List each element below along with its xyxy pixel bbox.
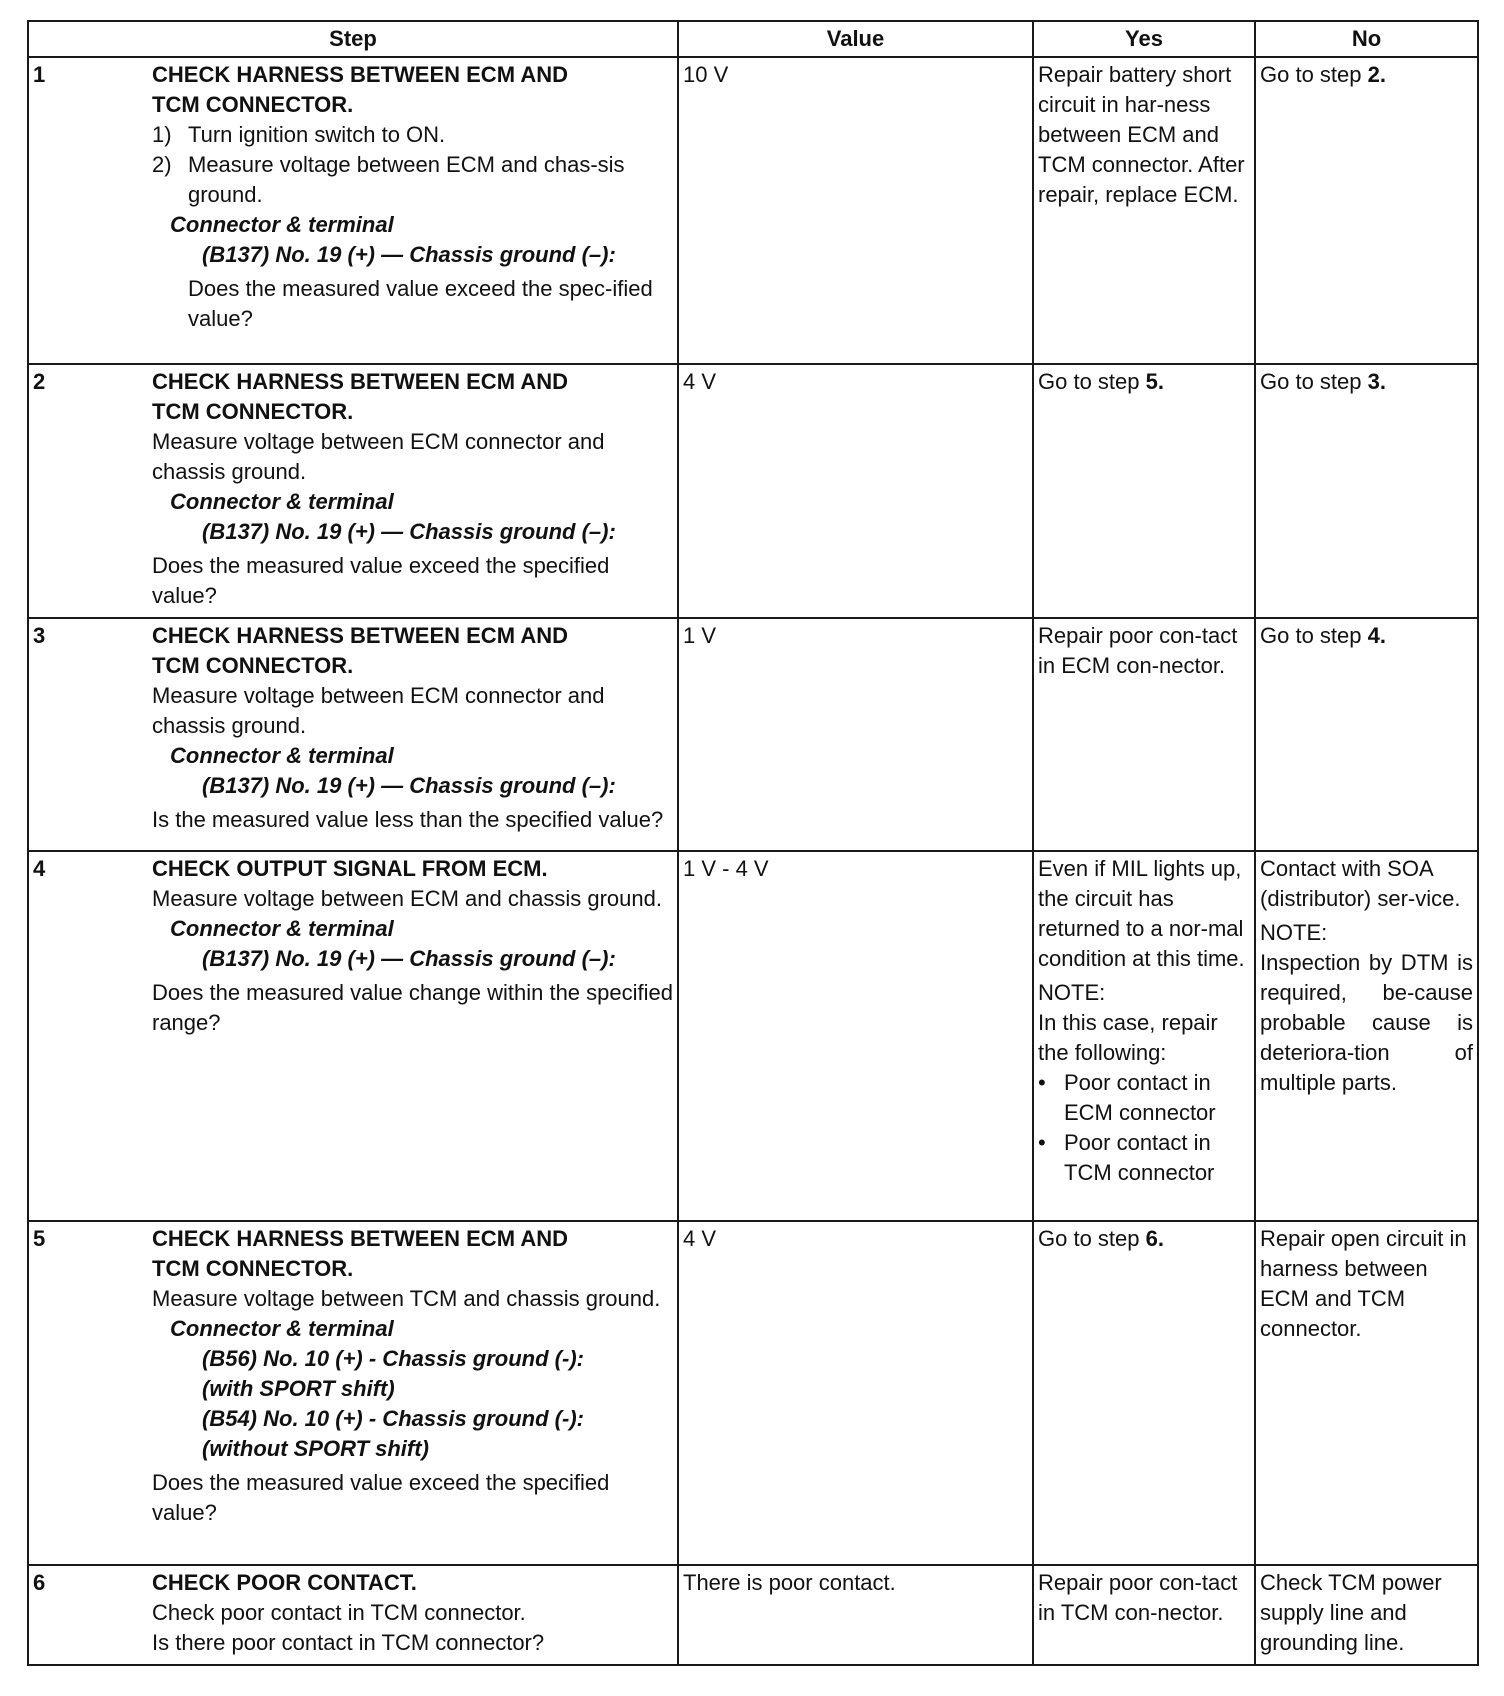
no-cell xyxy=(1255,618,1478,851)
step-number: 4 xyxy=(28,851,148,1221)
step-title-cont: TCM CONNECTOR. xyxy=(152,1256,354,1281)
step-question: Does the measured value change within the specified range? xyxy=(152,980,673,1035)
step-cell xyxy=(148,618,678,851)
note-text: Inspection by DTM is required, be-cause probable cause is deteriora-tion of multiple parts. xyxy=(1260,950,1473,1095)
value-cell: 4 V xyxy=(678,364,1033,618)
connector-terminal-spec: (B56) No. 10 (+) - Chassis ground (-): xyxy=(202,1346,584,1371)
step-title-cont: TCM CONNECTOR. xyxy=(152,653,354,678)
yes-text: Go to step xyxy=(1038,369,1146,394)
yes-cell: Repair poor con-tact in ECM con-nector. xyxy=(1033,618,1255,851)
diagnostic-table xyxy=(27,20,1479,1666)
value-cell: 4 V xyxy=(678,1221,1033,1565)
step-cell xyxy=(148,57,678,364)
step-number: 5 xyxy=(28,1221,148,1565)
connector-terminal-heading: Connector & terminal xyxy=(170,743,394,768)
value-cell: 10 V xyxy=(678,57,1033,364)
list-item-text: Poor contact in ECM connector xyxy=(1064,1070,1216,1125)
step-title: CHECK OUTPUT SIGNAL FROM ECM. xyxy=(152,856,548,881)
step-question: Is there poor contact in TCM connector? xyxy=(152,1630,545,1655)
step-question: Does the measured value exceed the specified value? xyxy=(152,553,610,608)
step-instruction: Measure voltage between ECM connector and chassis ground. xyxy=(152,683,605,738)
table-row xyxy=(28,57,1478,364)
step-reference: 3. xyxy=(1367,369,1386,394)
step-title: CHECK HARNESS BETWEEN ECM AND xyxy=(152,1226,568,1251)
step-reference: 6. xyxy=(1145,1226,1164,1251)
step-title: CHECK HARNESS BETWEEN ECM AND xyxy=(152,369,568,394)
yes-cell: Repair poor con-tact in TCM con-nector. xyxy=(1033,1565,1255,1665)
column-header-no: No xyxy=(1255,21,1478,57)
connector-terminal-heading: Connector & terminal xyxy=(170,212,394,237)
step-title: CHECK HARNESS BETWEEN ECM AND xyxy=(152,62,568,87)
connector-terminal-spec: (B137) No. 19 (+) — Chassis ground (–): xyxy=(202,519,616,544)
step-number: 6 xyxy=(28,1565,148,1665)
item-text: Turn ignition switch to ON. xyxy=(188,122,446,147)
no-cell xyxy=(1255,851,1478,1221)
column-header-value: Value xyxy=(678,21,1033,57)
step-number: 1 xyxy=(28,57,148,364)
connector-terminal-heading: Connector & terminal xyxy=(170,916,394,941)
note-label: NOTE: xyxy=(1038,980,1106,1005)
bullet-icon: • xyxy=(1038,1070,1046,1095)
list-item xyxy=(1038,1128,1250,1188)
connector-terminal-heading: Connector & terminal xyxy=(170,489,394,514)
value-cell: 1 V - 4 V xyxy=(678,851,1033,1221)
step-question: Does the measured value exceed the spec-ified value? xyxy=(188,276,653,331)
step-instruction: Measure voltage between ECM connector and chassis ground. xyxy=(152,429,605,484)
step-cell xyxy=(148,1565,678,1665)
list-item xyxy=(1038,1068,1250,1128)
table-row xyxy=(28,618,1478,851)
step-instruction: Measure voltage between ECM and chassis ground. xyxy=(152,886,662,911)
diagnostic-procedure-sheet xyxy=(27,20,1477,1666)
step-cell xyxy=(148,851,678,1221)
item-text: Measure voltage between ECM and chas-sis ground. xyxy=(188,152,625,207)
list-item-text: Poor contact in TCM connector xyxy=(1064,1130,1215,1185)
step-reference: 5. xyxy=(1145,369,1164,394)
step-question: Is the measured value less than the specified value? xyxy=(152,807,664,832)
connector-terminal-spec: (B137) No. 19 (+) — Chassis ground (–): xyxy=(202,773,616,798)
no-cell xyxy=(1255,364,1478,618)
step-cell xyxy=(148,364,678,618)
value-cell: There is poor contact. xyxy=(678,1565,1033,1665)
step-title-cont: TCM CONNECTOR. xyxy=(152,92,354,117)
item-number: 1) xyxy=(152,122,172,147)
bullet-icon: • xyxy=(1038,1130,1046,1155)
no-cell xyxy=(1255,57,1478,364)
no-text: Contact with SOA (distributor) ser-vice. xyxy=(1260,856,1461,911)
yes-text: Even if MIL lights up, the circuit has returned to a nor-mal condition at this time. xyxy=(1038,856,1245,971)
connector-terminal-condition: (with SPORT shift) xyxy=(202,1376,395,1401)
step-number: 3 xyxy=(28,618,148,851)
step-cell xyxy=(148,1221,678,1565)
note-label: NOTE: xyxy=(1260,920,1328,945)
no-text: Go to step xyxy=(1260,623,1368,648)
step-item xyxy=(152,150,673,210)
step-question: Does the measured value exceed the specified value? xyxy=(152,1470,610,1525)
connector-terminal-heading: Connector & terminal xyxy=(170,1316,394,1341)
yes-cell xyxy=(1033,851,1255,1221)
value-cell: 1 V xyxy=(678,618,1033,851)
column-header-step: Step xyxy=(28,21,678,57)
connector-terminal-spec: (B137) No. 19 (+) — Chassis ground (–): xyxy=(202,946,616,971)
step-instruction: Measure voltage between TCM and chassis ground. xyxy=(152,1286,661,1311)
step-item xyxy=(152,120,673,150)
connector-terminal-spec: (B137) No. 19 (+) — Chassis ground (–): xyxy=(202,242,616,267)
step-title: CHECK HARNESS BETWEEN ECM AND xyxy=(152,623,568,648)
no-cell: Check TCM power supply line and grounding line. xyxy=(1255,1565,1478,1665)
yes-text: Go to step xyxy=(1038,1226,1146,1251)
table-row xyxy=(28,364,1478,618)
table-header-row xyxy=(28,21,1478,57)
connector-terminal-condition: (without SPORT shift) xyxy=(202,1436,429,1461)
table-row xyxy=(28,851,1478,1221)
step-reference: 2. xyxy=(1367,62,1386,87)
step-title: CHECK POOR CONTACT. xyxy=(152,1570,417,1595)
table-row xyxy=(28,1221,1478,1565)
yes-cell: Repair battery short circuit in har-ness between ECM and TCM connector. After repair, replace ECM. xyxy=(1033,57,1255,364)
column-header-yes: Yes xyxy=(1033,21,1255,57)
step-number: 2 xyxy=(28,364,148,618)
step-title-cont: TCM CONNECTOR. xyxy=(152,399,354,424)
yes-cell xyxy=(1033,364,1255,618)
step-instruction: Check poor contact in TCM connector. xyxy=(152,1600,526,1625)
table-row xyxy=(28,1565,1478,1665)
yes-cell xyxy=(1033,1221,1255,1565)
step-reference: 4. xyxy=(1367,623,1386,648)
no-cell: Repair open circuit in harness between ECM and TCM connector. xyxy=(1255,1221,1478,1565)
note-text: In this case, repair the following: xyxy=(1038,1010,1218,1065)
no-text: Go to step xyxy=(1260,62,1368,87)
no-text: Go to step xyxy=(1260,369,1368,394)
item-number: 2) xyxy=(152,152,172,177)
connector-terminal-spec: (B54) No. 10 (+) - Chassis ground (-): xyxy=(202,1406,584,1431)
